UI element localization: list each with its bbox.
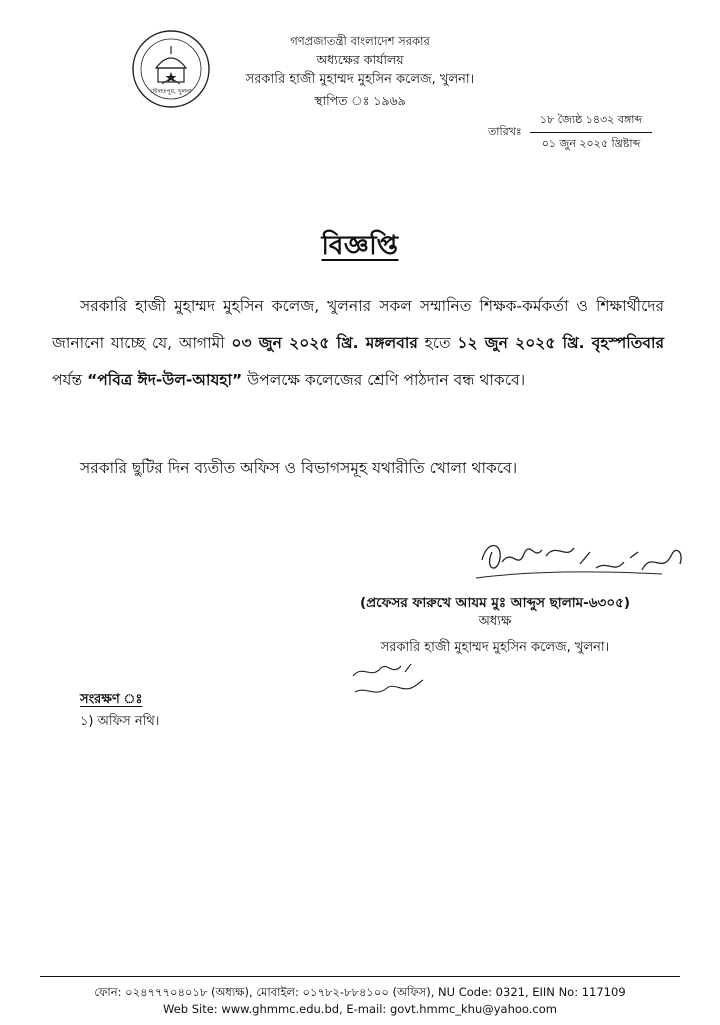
footer-contact: ফোন: ০২৪৭৭৭০৪০১৮ (অধ্যক্ষ), মোবাইল: ০১৭৮২-৮৮৪১০০ (অফিস), NU Code: 0321, EIIN No: 117109 [94, 985, 626, 999]
college-seal-icon [130, 28, 212, 110]
signature-institution: সরকারি হাজী মুহাম্মদ মুহসিন কলেজ, খুলনা। [380, 640, 610, 655]
date-label: তারিখঃ [488, 125, 522, 138]
date-bangla: ১৮ জ্যৈষ্ঠ ১৪৩২ বঙ্গাব্দ [530, 111, 652, 133]
principal-role: অধ্যক্ষ [478, 614, 512, 629]
footer-divider [40, 976, 680, 977]
college-name-heading: সরকারি হাজী মুহাম্মদ মুহসিন কলেজ, খুলনা। [245, 72, 475, 87]
date-english: ০১ জুন ২০২৫ খ্রিষ্টাব্দ [541, 137, 641, 150]
footer-web: Web Site: www.ghmmc.edu.bd, E-mail: govt.hmmc_khu@yahoo.com [163, 1002, 557, 1016]
notice-paragraph-2: সরকারি ছুটির দিন ব্যতীত অফিস ও বিভাগসমূহ যথারীতি খোলা থাকবে। [80, 459, 518, 477]
end-date: ১২ জুন ২০২৫ খ্রি. বৃহস্পতিবার [457, 334, 665, 352]
notice-title-wrap [0, 225, 720, 269]
principal-signature [462, 530, 692, 598]
principal-name: (প্রফেসর ফারুখে আযম মুঃ আব্দুস ছালাম-৬৩০৫) [359, 595, 631, 611]
p1-text-c: পর্যন্ত [52, 371, 88, 389]
notice-title: বিজ্ঞপ্তি [321, 231, 399, 261]
handwritten-initials [345, 658, 445, 702]
p1-text-b: হতে [417, 334, 458, 352]
start-date: ০৩ জুন ২০২৫ খ্রি. মঙ্গলবার [231, 334, 418, 352]
event-name: “পবিত্র ঈদ-উল-আযহা” [87, 371, 243, 389]
logo-caption: দৌলতপুর, খুলনা [150, 88, 192, 95]
p1-text-a: সরকারি হাজী মুহাম্মদ মুহসিন কলেজ, খুলনার সকল সম্মানিত শিক্ষক-কর্মকর্তা ও শিক্ষার্থীদের জানানো যাচ্ছে যে, আগামী [52, 297, 664, 352]
p1-text-d: উপলক্ষে কলেজের শ্রেণি পাঠদান বন্ধ থাকবে। [242, 371, 526, 389]
office-heading: অধ্যক্ষের কার্যালয় [316, 52, 404, 67]
established-year: স্থাপিত ঃ ১৯৬৯ [314, 93, 406, 108]
cc-heading: সংরক্ষণ ঃ [80, 692, 143, 707]
notice-paragraph-1 [52, 288, 664, 399]
date-block [530, 111, 652, 154]
government-heading: গণপ্রজাতন্ত্রী বাংলাদেশ সরকার [290, 34, 430, 48]
cc-item: ১) অফিস নথি। [80, 714, 160, 729]
